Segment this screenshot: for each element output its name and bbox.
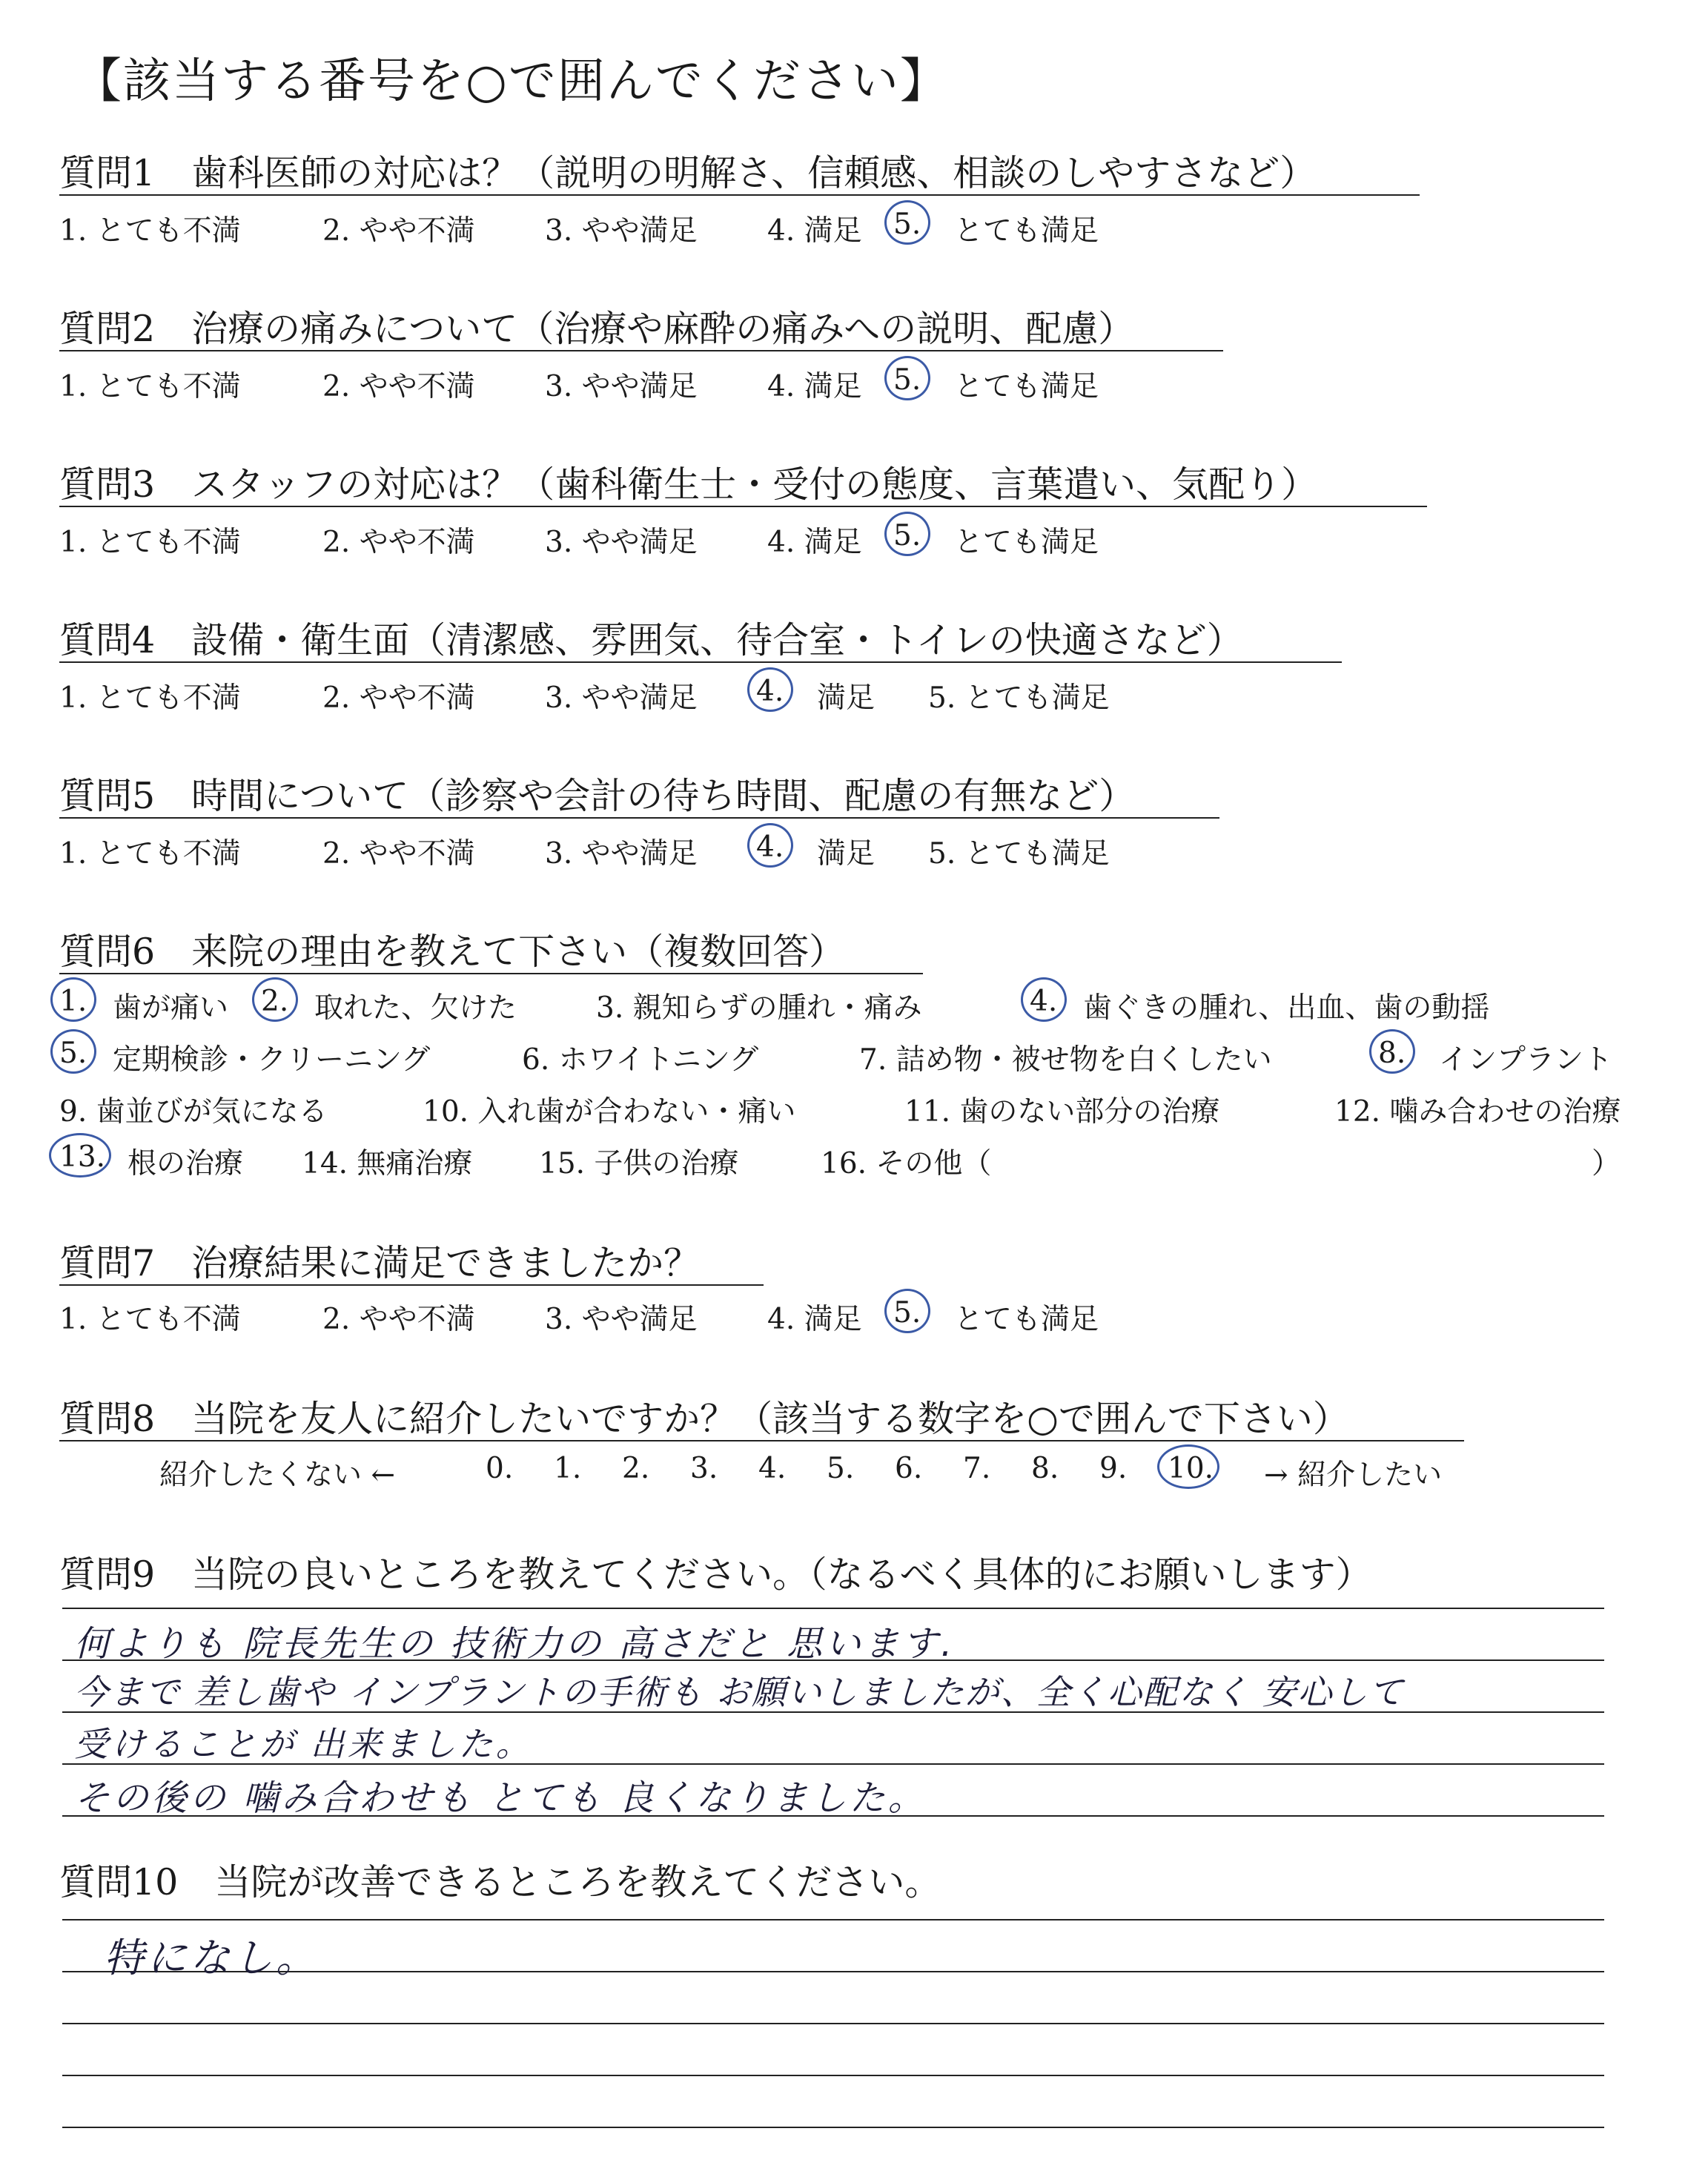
q8-option-1[interactable]: 1.: [554, 1452, 582, 1485]
q2-option-2[interactable]: 2. やや不満: [322, 370, 475, 403]
q6-option-4-text: 歯ぐきの腫れ、出血、歯の動揺: [1083, 991, 1490, 1025]
q1-option-5[interactable]: 5.: [893, 208, 954, 249]
question-2-label: 質問2 治療の痛みについて（治療や麻酔の痛みへの説明、配慮）: [59, 308, 1135, 350]
question-5-options: [59, 830, 1110, 872]
q6-option-6[interactable]: 6. ホワイトニング: [522, 1043, 759, 1077]
q4-option-5[interactable]: 5. とても満足: [928, 681, 1110, 715]
question-3-options: [59, 519, 1099, 561]
question-6-underline: [59, 973, 923, 974]
q5-option-2[interactable]: 2. やや不満: [322, 837, 475, 871]
q6-option-9[interactable]: 9. 歯並びが気になる: [59, 1095, 328, 1129]
q6-option-1[interactable]: 1.: [59, 985, 113, 1026]
q8-option-8[interactable]: 8.: [1031, 1452, 1059, 1485]
q6-option-11[interactable]: 11. 歯のない部分の治療: [904, 1095, 1220, 1129]
q6-option-12[interactable]: 12. 噛み合わせの治療: [1334, 1095, 1621, 1129]
q8-option-4[interactable]: 4.: [758, 1452, 787, 1485]
q6-option-13-text: 根の治療: [128, 1147, 244, 1180]
question-5-underline: [59, 817, 1219, 819]
q9-handwritten-answer-2: 今まで 差し歯や インプラントの手術も お願いしましたが、全く心配なく 安心して: [74, 1672, 1405, 1712]
question-3-label: 質問3 スタッフの対応は？（歯科衛生士・受付の態度、言葉遣い、気配り）: [59, 463, 1318, 506]
question-1-options: [59, 208, 1099, 249]
q3-option-4[interactable]: 4. 満足: [767, 526, 862, 559]
q4-option-3[interactable]: 3. やや満足: [545, 681, 698, 715]
q6-option-1-text: 歯が痛い: [113, 991, 229, 1025]
q7-option-2[interactable]: 2. やや不満: [322, 1303, 475, 1336]
q4-option-1[interactable]: 1. とても不満: [59, 681, 241, 715]
q6-row-3: [59, 1089, 1621, 1130]
q6-option-5[interactable]: 5.: [59, 1037, 113, 1078]
page-title: 【該当する番号を○で囲んでください】: [74, 54, 949, 109]
q6-option-8[interactable]: 8.: [1378, 1037, 1439, 1078]
question-1-label: 質問1 歯科医師の対応は？（説明の明解さ、信頼感、相談のしやすさなど）: [59, 152, 1317, 194]
q7-option-4[interactable]: 4. 満足: [767, 1303, 862, 1336]
q7-option-3[interactable]: 3. やや満足: [545, 1303, 698, 1336]
q1-option-2[interactable]: 2. やや不満: [322, 214, 475, 248]
q9-handwritten-answer-4: その後の 噛み合わせも とても 良くなりました。: [74, 1777, 927, 1819]
q6-row-4: [59, 1140, 1621, 1182]
q3-option-3[interactable]: 3. やや満足: [545, 526, 698, 559]
question-4-label: 質問4 設備・衛生面（清潔感、雰囲気、待合室・トイレの快適さなど）: [59, 619, 1243, 661]
q8-scale: [159, 1452, 1442, 1493]
q10-handwritten-answer: 特になし。: [104, 1935, 319, 1981]
q8-option-10[interactable]: 10.: [1168, 1452, 1264, 1493]
q5-option-3[interactable]: 3. やや満足: [545, 837, 698, 871]
q8-option-2[interactable]: 2.: [622, 1452, 650, 1485]
q2-option-5[interactable]: 5.: [893, 363, 954, 405]
q9-handwritten-answer-3: 受けることが 出来ました。: [74, 1724, 533, 1764]
q1-option-5-text: とても満足: [954, 214, 1099, 248]
q5-option-4-text: 満足: [817, 837, 875, 871]
q6-option-14[interactable]: 14. 無痛治療: [302, 1147, 473, 1180]
question-9-label: 質問9 当院の良いところを教えてください。（なるべく具体的にお願いします）: [59, 1553, 1372, 1596]
q10-answer-line-1: [62, 1919, 1604, 1920]
q1-option-1[interactable]: 1. とても不満: [59, 214, 241, 248]
q10-answer-line-3: [62, 2023, 1604, 2024]
q10-answer-line-5: [62, 2127, 1604, 2128]
q6-option-3[interactable]: 3. 親知らずの腫れ・痛み: [596, 991, 922, 1025]
question-8-label: 質問8 当院を友人に紹介したいですか？（該当する数字を○で囲んで下さい）: [59, 1398, 1349, 1440]
q6-option-16[interactable]: 16. その他（: [821, 1147, 992, 1180]
q3-option-2[interactable]: 2. やや不満: [322, 526, 475, 559]
question-6-label: 質問6 来院の理由を教えて下さい（複数回答）: [59, 931, 846, 973]
q5-option-5[interactable]: 5. とても満足: [928, 837, 1110, 871]
q6-option-13[interactable]: 13.: [59, 1140, 128, 1182]
q6-option-16-close: ）: [1592, 1147, 1621, 1180]
q3-option-5-text: とても満足: [954, 526, 1099, 559]
q6-option-2-text: 取れた、欠けた: [314, 991, 517, 1025]
q1-option-3[interactable]: 3. やや満足: [545, 214, 698, 248]
q9-handwritten-answer-1: 何よりも 院長先生の 技術力の 高さだと 思います.: [74, 1623, 956, 1665]
q7-option-5[interactable]: 5.: [893, 1296, 954, 1338]
q6-option-7[interactable]: 7. 詰め物・被せ物を白くしたい: [859, 1043, 1272, 1077]
q8-option-5[interactable]: 5.: [827, 1452, 855, 1485]
question-1-underline: [59, 194, 1420, 196]
q2-option-1[interactable]: 1. とても不満: [59, 370, 241, 403]
q7-option-5-text: とても満足: [954, 1303, 1099, 1336]
q3-option-5[interactable]: 5.: [893, 519, 954, 561]
question-4-underline: [59, 661, 1342, 663]
q8-option-3[interactable]: 3.: [690, 1452, 718, 1485]
q5-option-4[interactable]: 4.: [756, 830, 817, 872]
question-8-underline: [59, 1440, 1464, 1441]
q3-option-1[interactable]: 1. とても不満: [59, 526, 241, 559]
q6-option-10[interactable]: 10. 入れ歯が合わない・痛い: [423, 1095, 796, 1129]
q8-option-0[interactable]: 0.: [486, 1452, 514, 1485]
question-7-underline: [59, 1284, 764, 1286]
question-10-label: 質問10 当院が改善できるところを教えてください。: [59, 1861, 941, 1903]
q2-option-3[interactable]: 3. やや満足: [545, 370, 698, 403]
q2-option-4[interactable]: 4. 満足: [767, 370, 862, 403]
q10-answer-line-4: [62, 2075, 1604, 2076]
q9-answer-line-1: [62, 1608, 1604, 1609]
question-4-options: [59, 675, 1110, 716]
q8-option-9[interactable]: 9.: [1099, 1452, 1128, 1485]
q1-option-4[interactable]: 4. 満足: [767, 214, 862, 248]
question-7-options: [59, 1296, 1099, 1338]
q6-option-4[interactable]: 4.: [1030, 985, 1083, 1026]
q4-option-4-text: 満足: [817, 681, 875, 715]
question-2-options: [59, 363, 1099, 405]
q5-option-1[interactable]: 1. とても不満: [59, 837, 241, 871]
q8-option-7[interactable]: 7.: [963, 1452, 991, 1485]
q2-option-5-text: とても満足: [954, 370, 1099, 403]
q6-option-5-text: 定期検診・クリーニング: [113, 1043, 431, 1077]
q8-right-label: → 紹介したい: [1264, 1459, 1443, 1492]
q6-option-15[interactable]: 15. 子供の治療: [539, 1147, 739, 1180]
q8-left-label: 紹介したくない ←: [159, 1459, 396, 1492]
q4-option-2[interactable]: 2. やや不満: [322, 681, 475, 715]
q8-option-6[interactable]: 6.: [895, 1452, 923, 1485]
q4-option-4[interactable]: 4.: [756, 675, 817, 716]
q6-option-8-text: インプラント: [1439, 1043, 1613, 1077]
q7-option-1[interactable]: 1. とても不満: [59, 1303, 241, 1336]
q6-option-2[interactable]: 2.: [261, 985, 314, 1026]
question-5-label: 質問5 時間について（診察や会計の待ち時間、配慮の有無など）: [59, 775, 1136, 817]
question-3-underline: [59, 506, 1427, 507]
question-7-label: 質問7 治療結果に満足できましたか？: [59, 1242, 701, 1284]
question-2-underline: [59, 350, 1223, 351]
q6-row-2: [59, 1037, 1612, 1078]
q6-row-1: [59, 985, 1489, 1026]
